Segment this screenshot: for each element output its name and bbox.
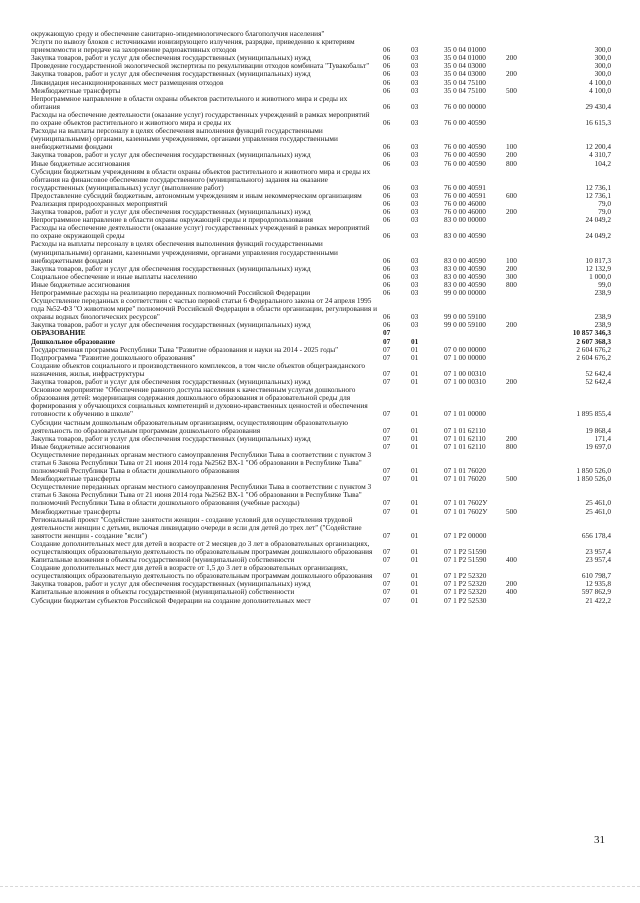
row-subsection-cell: 01 (411, 587, 419, 597)
row-expense-type-cell (506, 386, 544, 418)
row-subsection-cell: 01 (411, 595, 419, 605)
row-expense-type-cell (506, 597, 544, 605)
row-target-article-cell: 76 0 00 46000 (444, 207, 486, 217)
row-target-article-cell: 83 0 00 40590 (444, 263, 486, 273)
row-amount-cell: 79,0 (598, 198, 611, 208)
row-target-article-cell: 76 0 00 40590 (444, 118, 486, 128)
row-target-article-cell: 35 0 04 01000 (444, 53, 486, 63)
row-section-cell (383, 30, 411, 38)
row-target-article-cell: 07 1 01 00000 (444, 409, 486, 419)
row-subsection-cell: 01 (411, 466, 419, 476)
row-target-article-cell: 07 1 P2 52320 (444, 587, 487, 597)
row-amount-cell: 19 868,4 (585, 425, 611, 435)
row-section-cell: 07 (383, 571, 391, 581)
row-section-cell: 06 (383, 255, 391, 265)
row-amount-cell: 29 430,4 (585, 101, 611, 111)
row-expense-type-cell: 200 (506, 150, 517, 160)
table-row (31, 95, 611, 111)
row-subsection-cell: 01 (411, 344, 419, 354)
row-subsection-cell: 01 (411, 579, 419, 589)
row-section-cell: 06 (383, 279, 391, 289)
row-subsection-cell: 01 (411, 474, 419, 484)
row-target-article-cell: 07 1 00 00000 (444, 352, 486, 362)
row-name-cell: Государственная программа Республики Тыва "Развитие образования и науки на 2014 - 2025 годы" (31, 344, 339, 354)
table-row (31, 564, 611, 580)
row-name-cell: Закупка товаров, работ и услуг для обеспечения государственных (муниципальных) нужд (31, 53, 311, 63)
table-row (31, 329, 611, 337)
row-subsection-cell: 03 (411, 61, 419, 71)
row-section-cell: 07 (383, 425, 391, 435)
row-expense-type-cell (506, 95, 544, 111)
row-target-article-cell: 76 0 00 46000 (444, 198, 486, 208)
row-name-cell: Непрограммное направление в области охраны объектов растительного и животного мира и среды их обитания (31, 93, 348, 111)
row-amount-cell: 300,0 (594, 53, 611, 63)
row-section-cell: 07 (383, 498, 391, 508)
row-section-cell: 06 (383, 61, 391, 71)
row-section-cell: 06 (383, 288, 391, 297)
budget-table-body (31, 30, 611, 605)
row-subsection-cell: 03 (411, 142, 419, 152)
row-name-cell: Субсидии частным дошкольным образовательным организациям, осуществляющим образовательную деятельность по образовательным программам дошкольного образования (31, 417, 349, 435)
row-amount-cell: 300,0 (594, 45, 611, 55)
row-name-cell: ОБРАЗОВАНИЕ (31, 328, 86, 338)
row-amount-cell: 300,0 (594, 69, 611, 79)
row-name-cell: Основное мероприятие "Обеспечение равного доступа населения к качественным услугам дошкольного образования детей: модернизация содержания дошкольного образования и образовательной среды для формирования у обучающихся социальных компетенций и духовно-нравственных ценностей и обеспечения готовности к обучению в школе" (31, 385, 368, 419)
row-section-cell: 06 (383, 101, 391, 111)
row-expense-type-cell: 400 (506, 555, 517, 565)
row-section-cell: 07 (383, 336, 391, 346)
row-target-article-cell: 83 0 00 40590 (444, 255, 486, 265)
row-subsection-cell: 01 (411, 368, 419, 378)
row-section-cell: 07 (383, 506, 391, 516)
row-amount-cell: 21 422,2 (585, 595, 611, 605)
row-name-cell: Дошкольное образование (31, 336, 115, 346)
row-target-article-cell: 35 0 04 03000 (444, 61, 486, 71)
page-number: 31 (594, 834, 605, 846)
row-section-cell: 07 (383, 595, 391, 605)
row-expense-type-cell (506, 419, 544, 435)
table-row (31, 38, 611, 54)
row-target-article-cell: 83 0 00 00000 (444, 215, 486, 225)
table-row (31, 321, 611, 329)
row-target-article-cell: 35 0 04 01000 (444, 45, 486, 55)
row-section-cell: 07 (383, 328, 391, 338)
row-amount-cell: 12 736,1 (585, 190, 611, 200)
table-row (31, 386, 611, 418)
row-name-cell: Непрограммное направление в области охраны окружающей среды и природопользования (31, 215, 313, 225)
row-section-cell: 07 (383, 352, 391, 362)
row-name-cell: Ликвидация несанкционированных мест размещения отходов (31, 77, 224, 87)
row-amount-cell: 99,0 (598, 279, 611, 289)
row-section-cell: 07 (383, 530, 391, 540)
row-expense-type-cell: 800 (506, 441, 517, 451)
row-amount-cell (544, 30, 611, 38)
row-target-article-cell: 07 1 01 7602У (444, 498, 488, 508)
row-subsection-cell: 03 (411, 150, 419, 160)
row-name-cell: Закупка товаров, работ и услуг для обеспечения государственных (муниципальных) нужд (31, 207, 311, 217)
row-section-cell: 07 (383, 409, 391, 419)
row-name-cell: Расходы на обеспечение деятельности (оказание услуг) государственных учреждений в рамках мероприятий по охране окружающей среды (31, 223, 370, 241)
row-name-cell: Межбюджетные трансферты (31, 506, 121, 516)
row-expense-type-cell (506, 483, 544, 507)
row-amount-cell: 104,2 (594, 158, 611, 168)
row-target-article-cell: 99 0 00 59100 (444, 312, 486, 322)
row-amount-cell: 10 817,3 (585, 255, 611, 265)
table-row (31, 297, 611, 321)
row-target-article-cell: 07 1 P2 00000 (444, 530, 487, 540)
row-name-cell: Расходы на выплаты персоналу в целях обеспечения выполнения функций государственными (муниципальными) органами, казенными учреждениями, органами управления государственными внебюджетными фондами (31, 239, 338, 265)
row-amount-cell: 2 607 368,3 (576, 336, 611, 346)
row-section-cell: 07 (383, 555, 391, 565)
row-subsection-cell: 03 (411, 101, 419, 111)
row-expense-type-cell (506, 354, 544, 362)
row-name-cell: Закупка товаров, работ и услуг для обеспечения государственных (муниципальных) нужд (31, 150, 311, 160)
row-amount-cell: 2 604 676,2 (576, 352, 611, 362)
row-amount-cell: 12 736,1 (585, 182, 611, 192)
row-section-cell: 06 (383, 45, 391, 55)
row-amount-cell: 238,9 (594, 288, 611, 297)
row-subsection-cell: 03 (411, 271, 419, 281)
row-subsection-cell: 01 (411, 571, 419, 581)
row-subsection-cell: 03 (411, 288, 419, 297)
row-name-cell: Реализация природоохранных мероприятий (31, 198, 168, 208)
row-amount-cell: 24 049,2 (585, 231, 611, 241)
row-target-article-cell: 76 0 00 40590 (444, 150, 486, 160)
row-name-cell: Иные бюджетные ассигнования (31, 158, 130, 168)
row-name-cell: Закупка товаров, работ и услуг для обеспечения государственных (муниципальных) нужд (31, 579, 311, 589)
budget-table (31, 30, 611, 605)
row-target-article-cell: 76 0 00 40591 (444, 190, 486, 200)
row-section-cell: 06 (383, 271, 391, 281)
row-name-cell: Создание объектов социального и производственного комплексов, в том числе объектов общегражданского назначения, жилья, инфраструктуры (31, 360, 366, 378)
table-row (31, 111, 611, 127)
row-target-article-cell (444, 30, 506, 38)
row-name-cell: Осуществление переданных органам местного самоуправления Республики Тыва в соответствии с пунктом 3 статьи 6 Закона Республики Тыва от 21 июня 2014 года №2562 ВХ-1 "Об образовании в Республике Тыва" полномочий Республики Тыва в области дошкольного образования (31, 449, 372, 476)
row-subsection-cell: 03 (411, 190, 419, 200)
row-name-cell: Осуществление переданных органам местного самоуправления Республики Тыва в соответствии с пунктом 3 статьи 6 Закона Республики Тыва от 21 июня 2014 года №2562 ВХ-1 "Об образовании в Республике Тыва" полномочий Республики Тыва в области дошкольного образования (учебные расходы) (31, 482, 372, 508)
row-section-cell: 06 (383, 150, 391, 160)
row-amount-cell: 597 862,9 (581, 587, 611, 597)
table-row (31, 127, 611, 151)
row-expense-type-cell (506, 297, 544, 321)
row-amount-cell: 12 132,9 (585, 263, 611, 273)
row-subsection-cell: 03 (411, 198, 419, 208)
row-amount-cell: 4 100,0 (589, 77, 611, 87)
row-subsection-cell: 03 (411, 320, 419, 330)
row-expense-type-cell (506, 516, 544, 540)
row-subsection-cell: 03 (411, 263, 419, 273)
row-section-cell: 06 (383, 231, 391, 241)
row-amount-cell: 23 957,4 (585, 555, 611, 565)
row-expense-type-cell: 200 (506, 263, 517, 273)
row-expense-type-cell (506, 540, 544, 556)
row-section-cell: 07 (383, 547, 391, 556)
row-subsection-cell: 03 (411, 279, 419, 289)
row-expense-type-cell: 200 (506, 207, 517, 217)
row-target-article-cell: 07 1 P2 51590 (444, 555, 487, 565)
row-expense-type-cell: 800 (506, 279, 517, 289)
row-amount-cell: 300,0 (594, 61, 611, 71)
row-section-cell: 06 (383, 207, 391, 217)
row-name-cell: Закупка товаров, работ и услуг для обеспечения государственных (муниципальных) нужд (31, 433, 311, 443)
row-name-cell: Закупка товаров, работ и услуг для обеспечения государственных (муниципальных) нужд (31, 320, 311, 330)
row-target-article-cell: 83 0 00 40590 (444, 271, 486, 281)
row-section-cell: 07 (383, 587, 391, 597)
row-target-article-cell: 99 0 00 59100 (444, 320, 486, 330)
row-subsection-cell: 01 (411, 425, 419, 435)
row-amount-cell: 52 642,4 (585, 368, 611, 378)
row-section-cell: 06 (383, 215, 391, 225)
row-target-article-cell: 83 0 00 40590 (444, 231, 486, 241)
row-subsection-cell: 01 (411, 441, 419, 451)
row-subsection-cell: 03 (411, 53, 419, 63)
row-target-article-cell: 07 1 P2 52320 (444, 579, 487, 589)
row-target-article-cell: 07 0 00 00000 (444, 344, 486, 354)
row-section-cell: 06 (383, 312, 391, 322)
scan-edge-line (0, 886, 640, 887)
row-section-cell: 06 (383, 198, 391, 208)
row-expense-type-cell: 400 (506, 587, 517, 597)
row-section-cell: 06 (383, 190, 391, 200)
row-target-article-cell: 07 1 01 62110 (444, 433, 486, 443)
row-expense-type-cell (506, 111, 544, 127)
row-expense-type-cell: 200 (506, 320, 517, 330)
row-name-cell: Субсидии бюджетным учреждениям в области охраны объектов растительного и животного мира и среды их обитания на финансовое обеспечение государственного (муниципального) задания на оказание государственных (муниципальных) услуг (выполнение работ) (31, 166, 371, 192)
row-expense-type-cell (506, 564, 544, 580)
row-expense-type-cell: 500 (506, 85, 517, 95)
row-expense-type-cell (506, 451, 544, 475)
row-subsection-cell: 03 (411, 85, 419, 95)
row-expense-type-cell: 100 (506, 142, 517, 152)
row-expense-type-cell: 100 (506, 255, 517, 265)
table-row (31, 451, 611, 475)
row-expense-type-cell (506, 224, 544, 240)
row-section-cell: 06 (383, 182, 391, 192)
row-name-cell: Расходы на обеспечение деятельности (оказание услуг) государственных учреждений в рамках мероприятий по охране объектов растительного и животного мира и среды их (31, 109, 370, 128)
row-expense-type-cell: 200 (506, 579, 517, 589)
row-name-cell: Непрограммные расходы на реализацию переданных полномочий Российской Федерации (31, 288, 311, 297)
row-target-article-cell: 07 1 01 76020 (444, 474, 486, 484)
row-name-cell: Социальное обеспечение и иные выплаты населению (31, 271, 198, 281)
row-amount-cell: 25 461,0 (585, 498, 611, 508)
row-subsection-cell: 03 (411, 69, 419, 79)
row-name-cell: Иные бюджетные ассигнования (31, 441, 130, 451)
row-expense-type-cell (506, 216, 544, 224)
row-name-cell: Проведение государственной экологической экспертизы по рекультивации отходов комбината "Тувакобальт" (31, 61, 370, 71)
row-expense-type-cell: 200 (506, 433, 517, 443)
row-amount-cell: 52 642,4 (585, 377, 611, 387)
row-name-cell: окружающую среду и обеспечение санитарно-эпидемиологического благополучия населения" (31, 29, 325, 38)
row-expense-type-cell: 200 (506, 53, 517, 63)
row-section-cell: 06 (383, 53, 391, 63)
row-target-article-cell: 76 0 00 40590 (444, 158, 486, 168)
row-target-article-cell: 07 1 00 00310 (444, 368, 486, 378)
row-amount-cell: 10 857 346,3 (572, 328, 611, 338)
row-subsection-cell: 01 (411, 498, 419, 508)
row-subsection-cell: 03 (411, 158, 419, 168)
row-section-cell: 07 (383, 433, 391, 443)
row-section-cell: 06 (383, 85, 391, 95)
row-subsection-cell: 01 (411, 377, 419, 387)
row-section-cell: 07 (383, 344, 391, 354)
row-expense-type-cell: 500 (506, 474, 517, 484)
row-expense-type-cell (506, 346, 544, 354)
row-expense-type-cell (506, 38, 544, 54)
row-section-cell: 06 (383, 158, 391, 168)
row-name-cell: Региональный проект "Содействие занятости женщин - создание условий для осуществления трудовой деятельности женщин с детьми, включая ликвидацию очереди в ясли для детей до трех лет" ("Содействие занятости женщин - создание "ясли") (31, 514, 362, 540)
row-amount-cell: 1 850 526,0 (576, 466, 611, 476)
row-target-article-cell: 07 1 P2 51590 (444, 547, 487, 556)
row-section-cell: 06 (383, 320, 391, 330)
row-name-cell: Осуществление переданных в соответствии с частью первой статьи 6 Федерального закона от 24 апреля 1995 года №52-ФЗ "О животном мире" полномочий Российской Федерации в области организации, регулирования и охраны водных биологических ресурсов" (31, 296, 377, 322)
table-row (31, 540, 611, 556)
row-expense-type-cell: 800 (506, 158, 517, 168)
row-target-article-cell (444, 329, 506, 337)
row-amount-cell: 238,9 (594, 320, 611, 330)
row-amount-cell: 1 895 855,4 (576, 409, 611, 419)
row-amount-cell: 23 957,4 (585, 547, 611, 556)
row-amount-cell: 2 604 676,2 (576, 344, 611, 354)
row-subsection-cell: 01 (411, 433, 419, 443)
row-subsection-cell: 01 (411, 336, 419, 346)
row-subsection-cell: 03 (411, 231, 419, 241)
table-row (31, 168, 611, 192)
row-section-cell: 07 (383, 377, 391, 387)
table-row (31, 240, 611, 264)
row-name-cell: Закупка товаров, работ и услуг для обеспечения государственных (муниципальных) нужд (31, 263, 311, 273)
row-name-cell: Иные бюджетные ассигнования (31, 279, 130, 289)
row-expense-type-cell (506, 338, 544, 346)
row-amount-cell: 25 461,0 (585, 506, 611, 516)
row-name-cell: Закупка товаров, работ и услуг для обеспечения государственных (муниципальных) нужд (31, 69, 311, 79)
row-amount-cell: 12 935,8 (585, 579, 611, 589)
row-subsection-cell: 01 (411, 555, 419, 565)
row-name-cell: Расходы на выплаты персоналу в целях обеспечения выполнения функций государственными (муниципальными) органами, казенными учреждениями, органами управления государственными внебюджетными фондами (31, 126, 338, 152)
row-name-cell: Межбюджетные трансферты (31, 474, 121, 484)
row-amount-cell: 12 200,4 (585, 142, 611, 152)
row-section-cell: 06 (383, 263, 391, 273)
row-subsection-cell: 03 (411, 118, 419, 128)
row-expense-type-cell (506, 168, 544, 192)
row-subsection-cell: 01 (411, 547, 419, 556)
row-amount-cell: 4 310,7 (589, 150, 611, 160)
row-subsection-cell: 01 (411, 530, 419, 540)
row-subsection-cell: 01 (411, 352, 419, 362)
row-subsection-cell: 01 (411, 409, 419, 419)
table-row (31, 362, 611, 378)
row-amount-cell: 610 798,7 (581, 571, 611, 581)
row-section-cell: 07 (383, 579, 391, 589)
row-section-cell: 06 (383, 69, 391, 79)
row-section-cell: 07 (383, 474, 391, 484)
row-subsection-cell: 03 (411, 45, 419, 55)
row-subsection-cell: 03 (411, 312, 419, 322)
row-subsection-cell: 03 (411, 215, 419, 225)
row-target-article-cell: 35 0 04 75100 (444, 85, 486, 95)
row-target-article-cell: 35 0 04 03000 (444, 69, 486, 79)
row-amount-cell: 238,9 (594, 312, 611, 322)
row-target-article-cell: 83 0 00 40590 (444, 279, 486, 289)
table-row (31, 483, 611, 507)
row-section-cell: 07 (383, 441, 391, 451)
row-section-cell: 06 (383, 142, 391, 152)
row-target-article-cell: 99 0 00 00000 (444, 288, 486, 297)
row-target-article-cell: 76 0 00 40590 (444, 142, 486, 152)
row-expense-type-cell (506, 329, 544, 337)
row-target-article-cell: 76 0 00 40591 (444, 182, 486, 192)
row-subsection-cell: 03 (411, 182, 419, 192)
table-row (31, 597, 611, 605)
row-name-cell: Капитальные вложения в объекты государственной (муниципальной) собственности (31, 555, 295, 565)
row-section-cell: 07 (383, 466, 391, 476)
table-row (31, 419, 611, 435)
row-expense-type-cell: 600 (506, 190, 517, 200)
row-amount-cell: 16 615,3 (585, 118, 611, 128)
row-target-article-cell: 07 1 01 62110 (444, 441, 486, 451)
row-subsection-cell: 01 (411, 506, 419, 516)
row-name-cell: Создание дополнительных мест для детей в возрасте от 1,5 до 3 лет в образовательных организациях, осуществляющих образовательную деятельность по образовательным программам дошкольного образования (31, 563, 373, 581)
table-row (31, 224, 611, 240)
row-subsection-cell: 03 (411, 255, 419, 265)
row-name-cell: Межбюджетные трансферты (31, 85, 121, 95)
row-section-cell: 07 (383, 368, 391, 378)
row-name-cell: Капитальные вложения в объекты государственной (муниципальной) собственности (31, 587, 295, 597)
row-name-cell: Субсидии бюджетам субъектов Российской Федерации на создание дополнительных мест (31, 595, 311, 605)
row-expense-type-cell: 500 (506, 506, 517, 516)
budget-document (31, 30, 611, 605)
row-expense-type-cell (506, 30, 544, 38)
row-amount-cell: 1 850 526,0 (576, 474, 611, 484)
row-name-cell: Закупка товаров, работ и услуг для обеспечения государственных (муниципальных) нужд (31, 377, 311, 387)
row-subsection-cell (411, 30, 444, 38)
row-target-article-cell: 07 1 01 7602У (444, 506, 488, 516)
row-amount-cell: 24 049,2 (585, 215, 611, 225)
row-name-cell: Предоставление субсидий бюджетным, автономным учреждениям и иным некоммерческим организациям (31, 190, 362, 200)
row-target-article-cell: 07 1 P2 52320 (444, 571, 487, 581)
row-section-cell: 06 (383, 118, 391, 128)
row-amount-cell: 19 697,0 (585, 441, 611, 451)
row-subsection-cell: 03 (411, 77, 419, 87)
row-amount-cell: 4 100,0 (589, 85, 611, 95)
row-target-article-cell: 35 0 04 75100 (444, 77, 486, 87)
row-name-cell: Услуги по вывозу блоков с источниками ионизирующего излучения, разрядке, приведению к критериям приемлемости и передаче на захоронение радиоактивных отходов (31, 37, 355, 55)
row-amount-cell: 656 178,4 (581, 530, 611, 540)
row-subsection-cell: 03 (411, 207, 419, 217)
table-row (31, 516, 611, 540)
row-expense-type-cell (506, 362, 544, 378)
row-name-cell: Создание дополнительных мест для детей в возрасте от 2 месяцев до 3 лет в образовательных организациях, осуществляющих образовательную деятельность по образовательным программам дошкольного образования (31, 538, 373, 556)
row-amount-cell: 79,0 (598, 207, 611, 217)
row-target-article-cell: 76 0 00 00000 (444, 101, 486, 111)
row-amount-cell: 171,4 (594, 433, 611, 443)
row-target-article-cell: 07 1 00 00310 (444, 377, 486, 387)
row-section-cell: 06 (383, 77, 391, 87)
row-name-cell: Подпрограмма "Развитие дошкольного образования" (31, 352, 196, 362)
row-expense-type-cell: 200 (506, 377, 517, 387)
row-expense-type-cell (506, 289, 544, 297)
row-expense-type-cell: 200 (506, 69, 517, 79)
row-expense-type-cell: 300 (506, 271, 517, 281)
row-target-article-cell: 07 1 P2 52530 (444, 595, 487, 605)
row-target-article-cell: 07 1 01 62110 (444, 425, 486, 435)
row-amount-cell: 1 000,0 (589, 271, 611, 281)
row-target-article-cell: 07 1 01 76020 (444, 466, 486, 476)
